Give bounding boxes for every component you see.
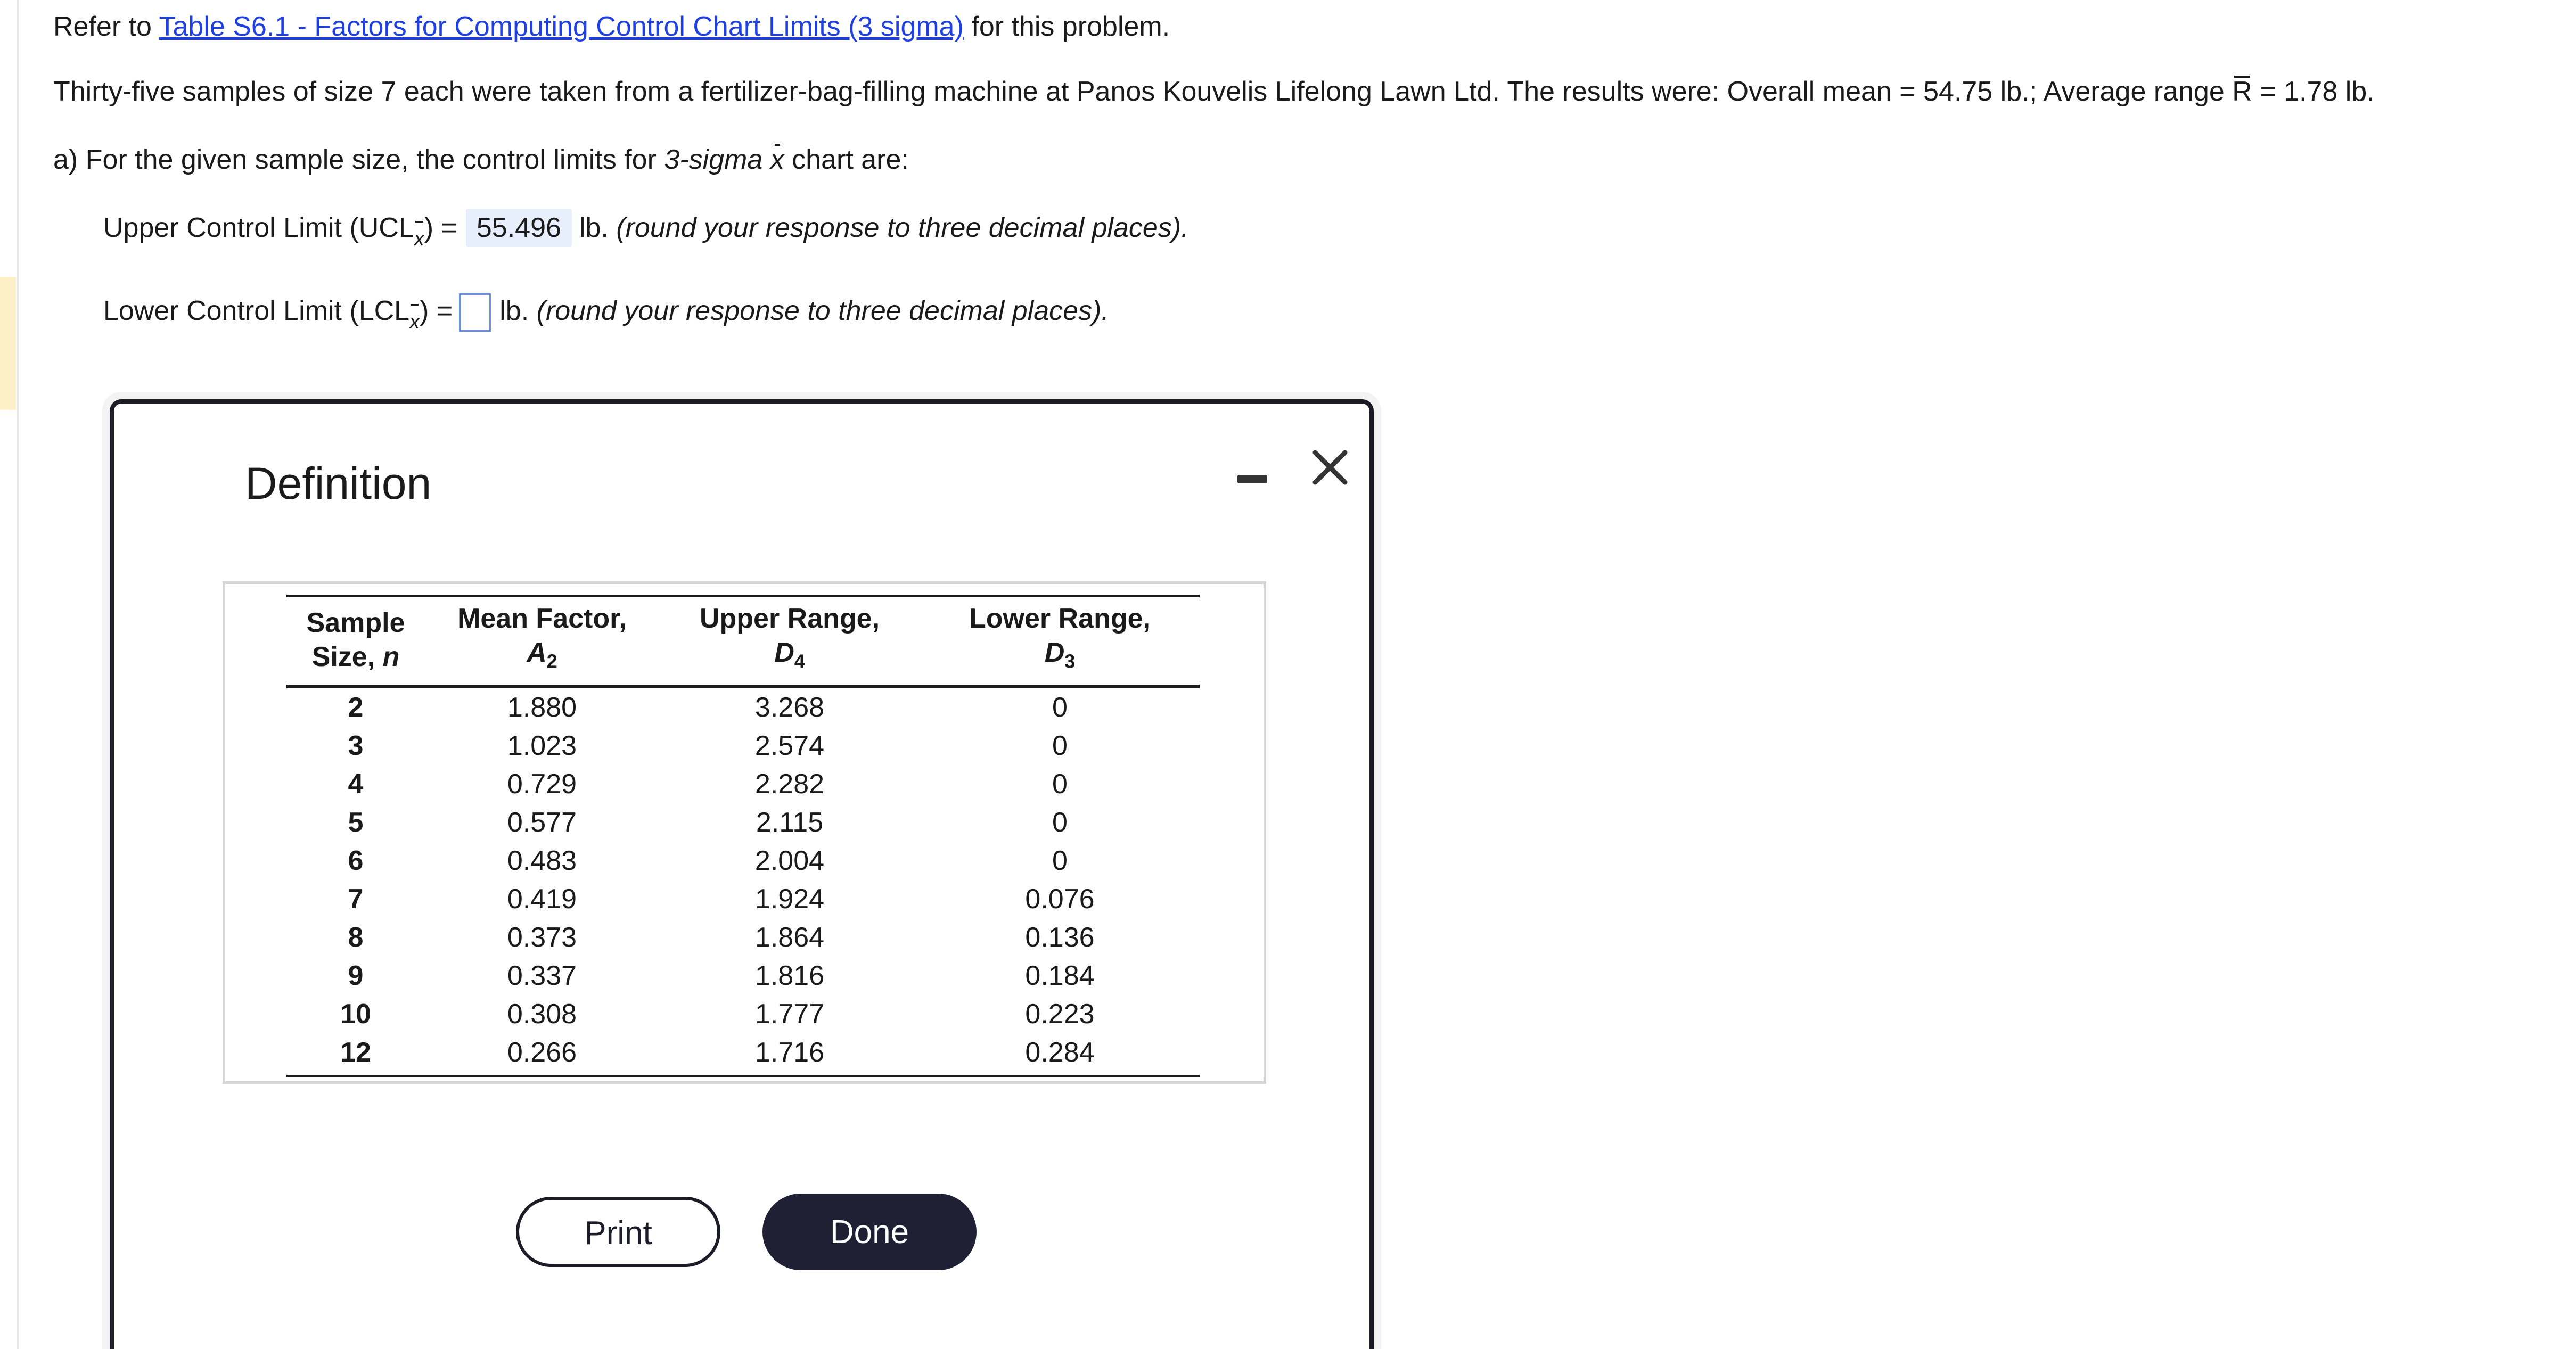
cell-upper-range: 1.716	[659, 1033, 920, 1076]
cell-sample-size: 12	[286, 1033, 425, 1076]
ucl-row	[103, 209, 1189, 258]
lcl-row	[103, 292, 1109, 341]
cell-sample-size: 7	[348, 884, 364, 915]
lcl-label-suffix: ) =	[420, 295, 453, 326]
x-bar-symbol: x	[770, 143, 784, 177]
table-row	[286, 957, 1200, 995]
cell-lower-range: 0	[1052, 807, 1068, 838]
intro-prefix: Refer to	[53, 11, 159, 42]
table-row	[286, 842, 1200, 880]
ucl-subscript: x	[414, 220, 424, 258]
cell-upper-range: 3.268	[754, 692, 825, 723]
table-header-row	[286, 596, 1200, 687]
intro-line	[53, 10, 1170, 44]
cell-mean-factor: 0.373	[507, 922, 577, 953]
cell-lower-range: 0	[1052, 692, 1068, 723]
cell-lower-range: 0	[1052, 769, 1068, 800]
header-sample-size: Sample Size, n	[286, 596, 425, 687]
ucl-answer[interactable]: 55.496	[466, 209, 572, 247]
cell-lower-range: 0	[1052, 730, 1068, 762]
cell-mean-factor: 0.483	[507, 845, 577, 877]
cell-mean-factor: 0.419	[507, 884, 577, 915]
cell-mean-factor: 0.266	[425, 1033, 659, 1076]
cell-sample-size: 4	[348, 769, 364, 800]
cell-sample-size: 9	[348, 960, 364, 992]
part-a-suffix: chart are:	[784, 144, 909, 175]
lcl-unit: lb.	[499, 295, 529, 326]
cell-lower-range: 0.223	[1025, 999, 1095, 1030]
cell-mean-factor: 0.577	[507, 807, 577, 838]
cell-upper-range: 2.115	[756, 807, 824, 838]
lcl-label-prefix: Lower Control Limit (LCL	[103, 295, 410, 326]
table-row	[286, 765, 1200, 803]
cell-lower-range: 0.076	[1025, 884, 1095, 915]
part-a-italic: 3-sigma	[664, 144, 763, 175]
cell-sample-size: 5	[348, 807, 364, 838]
table-row	[286, 1033, 1200, 1076]
cell-upper-range: 1.777	[754, 999, 825, 1030]
table-row	[286, 918, 1200, 957]
cell-sample-size: 2	[348, 692, 364, 723]
cell-upper-range: 1.816	[754, 960, 825, 992]
definition-dialog	[110, 399, 1374, 1349]
cell-sample-size: 10	[340, 999, 371, 1030]
left-accent-bar	[0, 277, 16, 410]
close-icon[interactable]	[1303, 441, 1357, 494]
statement-text: Thirty-five samples of size 7 each were taken from a fertilizer-bag-filling machine at Panos Kouvelis Lifelong Lawn Ltd. The results were: Overall mean = 54.75 lb.; Average range	[53, 76, 2233, 107]
cell-mean-factor: 1.023	[507, 730, 577, 762]
problem-statement	[53, 75, 2375, 109]
dialog-title: Definition	[245, 458, 432, 508]
r-bar-symbol: R	[2232, 75, 2252, 109]
lcl-hint: (round your response to three decimal places).	[536, 295, 1109, 326]
cell-mean-factor: 0.337	[507, 960, 577, 992]
part-a-prompt	[53, 143, 909, 177]
header-mean-factor: Mean Factor, $A_2$	[425, 596, 659, 687]
intro-suffix: for this problem.	[963, 11, 1170, 42]
done-button[interactable]: Done	[762, 1194, 977, 1270]
header-upper-range: Upper Range, $D_4$	[659, 596, 920, 687]
cell-lower-range: 0	[1052, 845, 1068, 877]
cell-upper-range: 1.924	[754, 884, 825, 915]
header-lower-range: Lower Range, $D_3$	[920, 596, 1200, 687]
cell-sample-size: 8	[348, 922, 364, 953]
close-x-glyph	[1303, 441, 1357, 494]
ucl-label-prefix: Upper Control Limit (UCL	[103, 212, 414, 243]
cell-lower-range: 0.136	[1025, 922, 1095, 953]
cell-mean-factor: 0.729	[507, 769, 577, 800]
table-row	[286, 687, 1200, 727]
factors-table	[286, 595, 1200, 1077]
ucl-hint: (round your response to three decimal places).	[616, 212, 1189, 243]
table-link[interactable]: Table S6.1 - Factors for Computing Control Chart Limits (3 sigma)	[159, 11, 964, 42]
left-margin-rule	[17, 0, 19, 1349]
table-row	[286, 995, 1200, 1033]
cell-sample-size: 3	[348, 730, 364, 762]
factors-table-frame	[223, 581, 1266, 1084]
cell-lower-range: 0.284	[920, 1033, 1200, 1076]
minimize-icon[interactable]	[1237, 457, 1269, 494]
print-button[interactable]: Print	[516, 1197, 720, 1267]
ucl-unit: lb.	[579, 212, 609, 243]
cell-upper-range: 2.282	[754, 769, 825, 800]
ucl-label-suffix: ) =	[424, 212, 457, 243]
cell-upper-range: 2.574	[754, 730, 825, 762]
cell-sample-size: 6	[348, 845, 364, 877]
range-value: = 1.78 lb.	[2252, 76, 2375, 107]
table-row	[286, 803, 1200, 842]
lcl-subscript: x	[409, 303, 420, 341]
cell-upper-range: 1.864	[754, 922, 825, 953]
table-row	[286, 880, 1200, 918]
cell-mean-factor: 1.880	[507, 692, 577, 723]
lcl-input[interactable]	[459, 293, 491, 332]
part-a-prefix: a) For the given sample size, the control limits for	[53, 144, 664, 175]
cell-mean-factor: 0.308	[507, 999, 577, 1030]
cell-upper-range: 2.004	[754, 845, 825, 877]
cell-lower-range: 0.184	[1025, 960, 1095, 992]
table-row	[286, 727, 1200, 765]
